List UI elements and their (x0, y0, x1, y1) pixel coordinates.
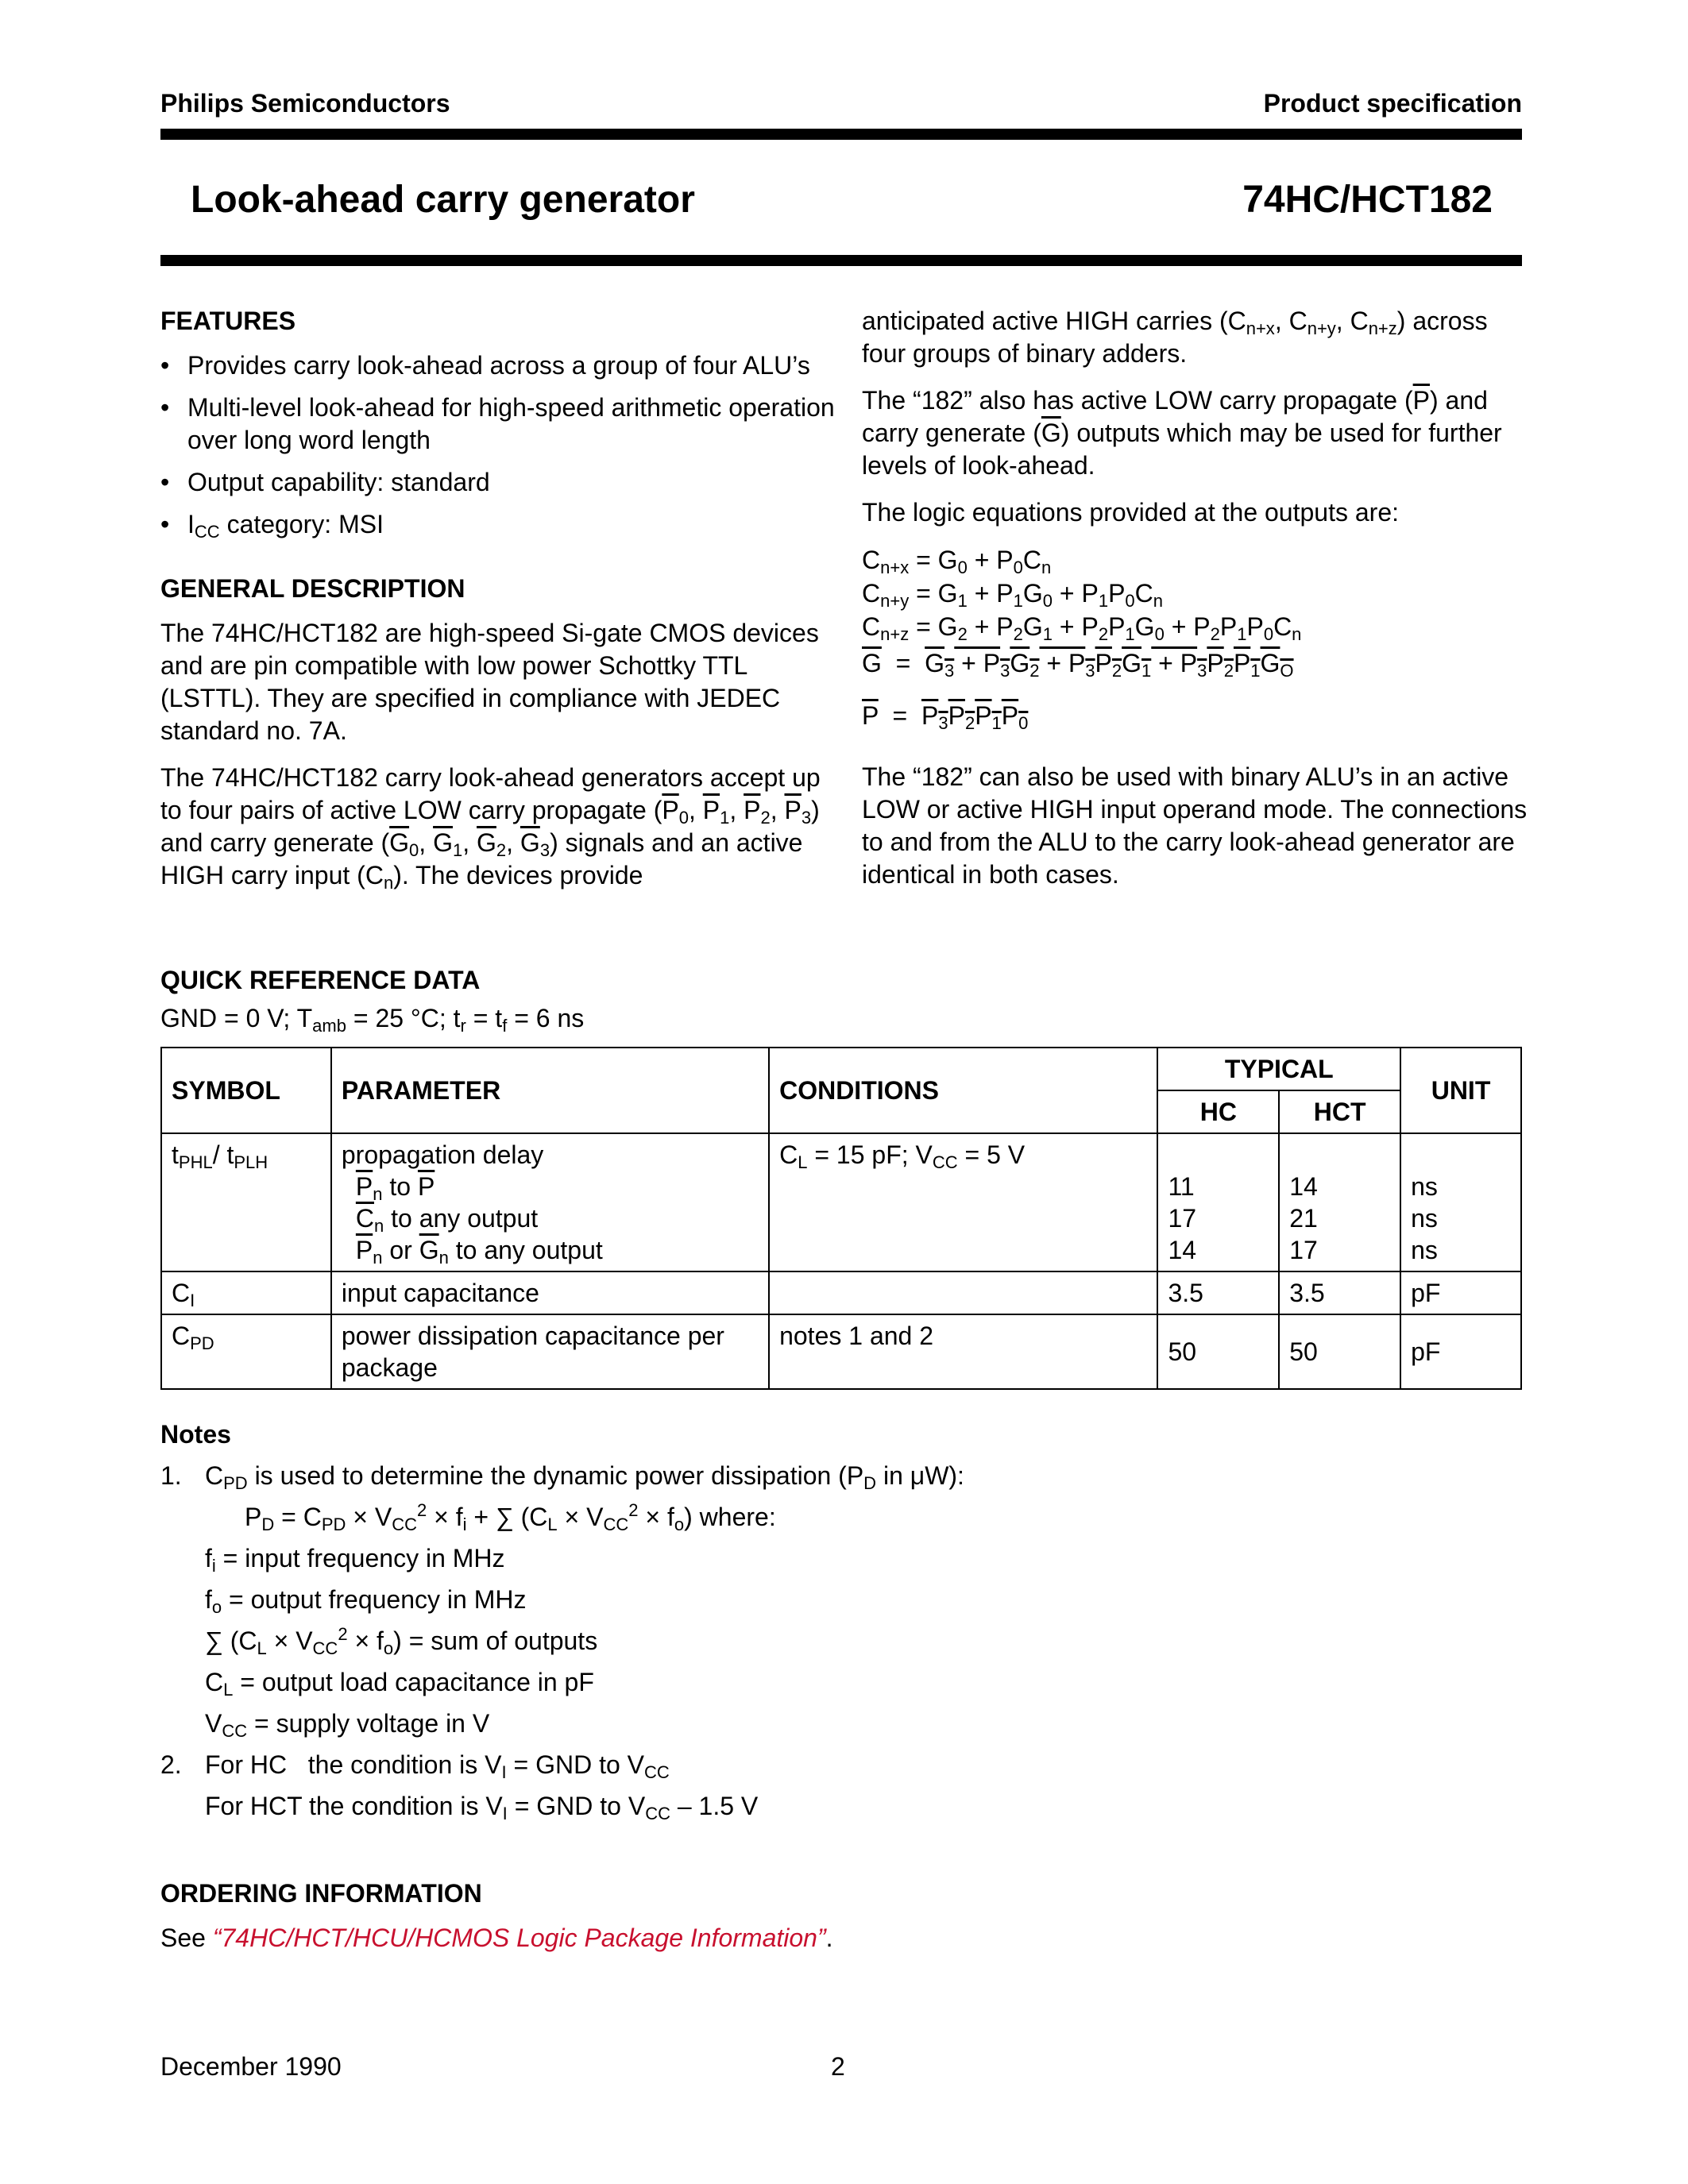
col-conditions: CONDITIONS (769, 1048, 1157, 1133)
right-column (862, 305, 1529, 905)
equation-cnx: $C_{n+x} = G_0 + P_0C_n$ (862, 546, 1052, 577)
company-name: Philips Semiconductors (160, 89, 450, 118)
hct-cell: 3.5 (1279, 1271, 1400, 1314)
unit-cell: pF (1400, 1271, 1521, 1314)
table-row (161, 1133, 1521, 1271)
symbol-cell: $t_{PHL}/$ $t_{PLH}$ (161, 1133, 331, 1271)
right-p3: The logic equations provided at the outputs are: (862, 498, 1399, 527)
col-symbol: SYMBOL (161, 1048, 331, 1133)
note-1-formula: $P_D = C_{PD} \times V_{CC}^2 \times f_i$ + ∑ $(C_L \times V_{CC}^2 \times f_o)$ where: (245, 1500, 776, 1534)
list-item: • Provides carry look-ahead across a group of four ALU’s (160, 349, 836, 382)
right-p2: The “182” also has active LOW carry propagate $(\overline{P})$ and carry generate $(\overline{G})$ outputs which may be used for further levels of look-ahead. (862, 386, 1502, 480)
list-item: • $I_{CC}$ category: MSI (160, 508, 836, 541)
general-p1: The 74HC/HCT182 are high-speed Si-gate CMOS devices and are pin compatible with low power Schottky TTL (LSTTL). They are specified in compliance with JEDEC standard no. 7A. (160, 619, 819, 745)
part-number: 74HC/HCT182 (1242, 179, 1493, 221)
header-rule-bottom (160, 255, 1522, 266)
general-p2: The 74HC/HCT182 carry look-ahead generators accept up to four pairs of active LOW carry propagate ($\overline{P}_0$, $\overline{P}_1$, $\overline{P}_2$, $\overline{P}_3$) and carry generate ($\overline{G}_0$, $\overline{G}_1$, $\overline{G}_2$, $\overline{G}_3$) signals and an active HIGH carry input $(C_n)$. The devices provide (160, 763, 821, 893)
hct-cell: 14 21 17 (1279, 1133, 1400, 1271)
quickref-conditions: GND = 0 V; $T_{amb} = 25$ °C; $t_r = t_f = 6$ ns (160, 1004, 585, 1036)
doc-type: Product specification (1263, 89, 1522, 118)
symbol-cell: $C_{PD}$ (161, 1314, 331, 1389)
symbol-cell: $C_I$ (161, 1271, 331, 1314)
note-2: 2. For HC the condition is $V_I$ = GND to $V_{CC}$ (160, 1750, 670, 1782)
conditions-cell: notes 1 and 2 (769, 1314, 1157, 1389)
note-2-hct: For HCT the condition is $V_I$ = GND to $V_{CC} - 1.5$ V (205, 1792, 759, 1823)
col-hc: HC (1157, 1090, 1279, 1133)
quickref-table (160, 1047, 1522, 1390)
right-p1: anticipated active HIGH carries ($C_{n+x}$, $C_{n+y}$, $C_{n+z}$) across four groups of binary adders. (862, 307, 1488, 368)
parameter-cell: propagation delay $\overline{P}_n$ to $\overline{P}$ $\overline{C}_n$ to any output $\overline{P}_n$ or $\overline{G}_n$ to any output (331, 1133, 769, 1271)
table-row (161, 1314, 1521, 1389)
features-list (160, 349, 836, 541)
right-p4: The “182” can also be used with binary ALU’s in an active LOW or active HIGH input operand mode. The connections to and from the ALU to the carry look-ahead generator are identical in both cases. (862, 762, 1528, 889)
notes-heading: Notes (160, 1420, 231, 1449)
general-heading: GENERAL DESCRIPTION (160, 574, 465, 603)
note-1-fo: $f_o$ = output frequency in MHz (205, 1585, 527, 1617)
ordering-section (160, 1874, 833, 1957)
conditions-cell (769, 1271, 1157, 1314)
note-1-sum: ∑ $(C_L \times V_{CC}^2 \times f_o)$ = sum of outputs (205, 1624, 598, 1658)
hc-cell: 3.5 (1157, 1271, 1279, 1314)
page-number: 2 (831, 2052, 845, 2081)
hc-cell: 50 (1157, 1314, 1279, 1389)
note-1-vcc: $V_{CC}$ = supply voltage in V (205, 1709, 490, 1741)
logic-equations (862, 543, 1529, 732)
hct-cell: 50 (1279, 1314, 1400, 1389)
list-item: • Output capability: standard (160, 466, 836, 499)
equation-g: $\overline{G} = G_3 + P_3G_2 + P_3P_2G_1 + P_3P_2P_1G_O$ (862, 649, 1294, 681)
col-hct: HCT (1279, 1090, 1400, 1133)
note-1-fi: $f_i$ = input frequency in MHz (205, 1544, 505, 1576)
equation-cnz: $C_{n+z} = G_2 + P_2G_1 + P_2P_1G_0 + P_2P_1P_0C_n$ (862, 612, 1302, 644)
unit-cell: pF (1400, 1314, 1521, 1389)
parameter-cell: input capacitance (331, 1271, 769, 1314)
equation-cny: $C_{n+y} = G_1 + P_1G_0 + P_1P_0C_n$ (862, 579, 1164, 611)
conditions-cell: $C_L = 15$ pF; $V_{CC} = 5$ V (769, 1133, 1157, 1271)
col-typical: TYPICAL (1157, 1048, 1400, 1090)
package-info-link[interactable]: “74HC/HCT/HCU/HCMOS Logic Package Information” (212, 1924, 826, 1952)
note-1-cl: $C_L$ = output load capacitance in pF (205, 1668, 594, 1700)
list-item: • Multi-level look-ahead for high-speed arithmetic operation over long word length (160, 392, 836, 457)
features-heading: FEATURES (160, 307, 296, 335)
hc-cell: 11 17 14 (1157, 1133, 1279, 1271)
table-row (161, 1271, 1521, 1314)
left-column (160, 305, 836, 906)
equation-p: $\overline{P} = P_3P_2P_1P_0$ (862, 701, 1029, 733)
page-title: Look-ahead carry generator (191, 179, 695, 221)
notes-section (160, 1414, 1511, 1827)
col-unit: UNIT (1400, 1048, 1521, 1133)
footer-date: December 1990 (160, 2052, 342, 2081)
ordering-text: See “74HC/HCT/HCU/HCMOS Logic Package Information”. (160, 1924, 833, 1952)
unit-cell: ns ns ns (1400, 1133, 1521, 1271)
parameter-cell: power dissipation capacitance per package (331, 1314, 769, 1389)
quickref-heading: QUICK REFERENCE DATA (160, 966, 481, 994)
col-parameter: PARAMETER (331, 1048, 769, 1133)
note-1: 1. $C_{PD}$ is used to determine the dynamic power dissipation ($P_D$ in μW): (160, 1461, 964, 1493)
header-rule-top (160, 129, 1522, 140)
table-header-row (161, 1048, 1521, 1090)
ordering-heading: ORDERING INFORMATION (160, 1879, 482, 1908)
